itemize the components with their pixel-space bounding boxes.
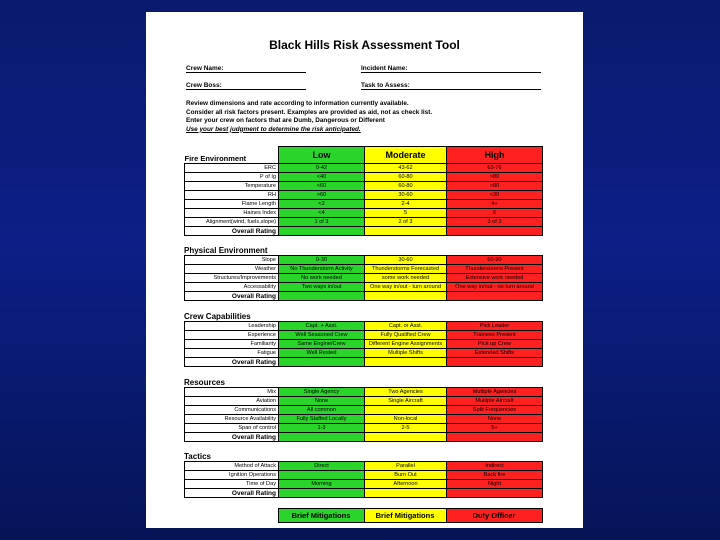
tactics-table [184, 461, 543, 498]
row-label: Weather [185, 265, 279, 274]
moderate-cell: Single Aircraft [365, 397, 447, 406]
overall-rating-low[interactable] [279, 433, 365, 442]
low-cell: Well Seasoned Crew [279, 331, 365, 340]
row-label: Temperature [185, 182, 279, 191]
duty-officer-high: Duty Officer [446, 509, 542, 523]
high-cell: 6 [447, 209, 543, 218]
crew-capabilities-table [184, 321, 543, 367]
low-cell: Capt. + Asst. [279, 322, 365, 331]
table-row [185, 322, 543, 331]
high-cell: >80 [447, 182, 543, 191]
table-row [185, 265, 543, 274]
high-cell: 3 of 3 [447, 218, 543, 227]
physical-environment-section [184, 246, 542, 301]
high-cell: Night [447, 480, 543, 489]
overall-rating-row [185, 227, 543, 236]
instruction-emphasis: Use your best judgment to determine the risk anticipated. [186, 125, 361, 133]
table-row [185, 218, 543, 227]
row-label: Accessability [185, 283, 279, 292]
overall-rating-moderate[interactable] [365, 227, 447, 236]
low-cell: No Thunderstorm Activity [279, 265, 365, 274]
table-row [185, 349, 543, 358]
column-moderate: Moderate [365, 147, 447, 164]
column-low: Low [279, 147, 365, 164]
row-label: Ignition Operations [185, 471, 279, 480]
section-title: Resources [184, 378, 225, 387]
crew-name-label: Crew Name: [186, 65, 224, 72]
moderate-cell: 2 of 3 [365, 218, 447, 227]
brief-mitigations-moderate: Brief Mitigations [364, 509, 446, 523]
table-row [185, 340, 543, 349]
incident-name-label: Incident Name: [361, 65, 408, 72]
section-title: Fire Environment [185, 147, 279, 164]
low-cell: >60 [279, 191, 365, 200]
low-cell: 0-30 [279, 256, 365, 265]
table-row [185, 415, 543, 424]
high-cell: Thunderstorms Present [447, 265, 543, 274]
table-row [185, 274, 543, 283]
table-row [185, 480, 543, 489]
high-cell: Back fire [447, 471, 543, 480]
instruction-line: Enter your crew on factors that are Dumb, Dangerous or Different [186, 117, 385, 124]
page-title: Black Hills Risk Assessment Tool [269, 38, 460, 52]
table-row [185, 173, 543, 182]
low-cell: <60 [279, 182, 365, 191]
section-title: Physical Environment [184, 246, 268, 255]
high-cell: 4+ [447, 200, 543, 209]
resources-section [184, 378, 542, 442]
resources-table [184, 387, 543, 442]
row-label: Aviation [185, 397, 279, 406]
low-cell: Direct [279, 462, 365, 471]
row-label: Flame Length [185, 200, 279, 209]
low-cell: Morning [279, 480, 365, 489]
moderate-cell: 2-5 [365, 424, 447, 433]
row-label: Leadership [185, 322, 279, 331]
overall-rating-row [185, 489, 543, 498]
high-cell: One way in/out - no turn around [447, 283, 543, 292]
overall-rating-high[interactable] [447, 227, 543, 236]
overall-rating-row [185, 433, 543, 442]
low-cell: <2 [279, 200, 365, 209]
fire-environment-section [184, 146, 542, 236]
moderate-cell: 43-62 [365, 164, 447, 173]
table-row [185, 191, 543, 200]
crew-capabilities-section [184, 312, 542, 367]
table-row [185, 182, 543, 191]
table-row [185, 406, 543, 415]
overall-rating-label: Overall Rating [185, 433, 279, 442]
moderate-cell: Parallel [365, 462, 447, 471]
moderate-cell: Thunderstorms Forecasted [365, 265, 447, 274]
table-row [185, 388, 543, 397]
crew-boss-field[interactable] [186, 82, 306, 89]
table-row [185, 164, 543, 173]
tactics-section [184, 452, 542, 498]
table-row [185, 471, 543, 480]
low-cell: Same Engine/Crew [279, 340, 365, 349]
table-row [185, 200, 543, 209]
high-cell: 5+ [447, 424, 543, 433]
column-high: High [447, 147, 543, 164]
high-cell: Pick Leader [447, 322, 543, 331]
overall-rating-high[interactable] [447, 358, 543, 367]
instruction-line: Review dimensions and rate according to information currently available. [186, 100, 409, 107]
high-cell: <30 [447, 191, 543, 200]
row-label: RH [185, 191, 279, 200]
high-cell: Split Frequencies [447, 406, 543, 415]
high-cell: 60-90 [447, 256, 543, 265]
high-cell: Pick up Crew [447, 340, 543, 349]
moderate-cell: 60-80 [365, 182, 447, 191]
moderate-cell: 30-60 [365, 256, 447, 265]
moderate-cell: Capt. or Asst. [365, 322, 447, 331]
crew-boss-label: Crew Boss: [186, 82, 222, 89]
overall-rating-high[interactable] [447, 489, 543, 498]
moderate-cell: 2-4 [365, 200, 447, 209]
footer-spacer [184, 509, 278, 523]
row-label: ERC [185, 164, 279, 173]
section-title: Tactics [184, 452, 211, 461]
overall-rating-low[interactable] [279, 227, 365, 236]
moderate-cell: 5 [365, 209, 447, 218]
high-cell: 63-76 [447, 164, 543, 173]
overall-rating-row [185, 358, 543, 367]
overall-rating-low[interactable] [279, 489, 365, 498]
high-cell: Indirect [447, 462, 543, 471]
row-label: Fatigue [185, 349, 279, 358]
section-title: Crew Capabilities [184, 312, 251, 321]
high-cell: Extended Shifts [447, 349, 543, 358]
high-cell: Multiple Agencies [447, 388, 543, 397]
moderate-cell: 60-80 [365, 173, 447, 182]
row-label: Span of control [185, 424, 279, 433]
high-cell: >80 [447, 173, 543, 182]
moderate-cell: Two Agencies [365, 388, 447, 397]
low-cell: Two ways in/out [279, 283, 365, 292]
overall-rating-low[interactable] [279, 358, 365, 367]
high-cell: None [447, 415, 543, 424]
low-cell: 1-3 [279, 424, 365, 433]
low-cell [279, 471, 365, 480]
overall-rating-moderate[interactable] [365, 489, 447, 498]
low-cell: No work needed [279, 274, 365, 283]
row-label: Time of Day [185, 480, 279, 489]
row-label: Familiarity [185, 340, 279, 349]
brief-mitigations-low: Brief Mitigations [278, 509, 364, 523]
moderate-cell: Multiple Shifts [365, 349, 447, 358]
moderate-cell [365, 406, 447, 415]
moderate-cell: One way in/out - turn around [365, 283, 447, 292]
row-label: Communications [185, 406, 279, 415]
table-row [185, 283, 543, 292]
high-cell: Trainees Present [447, 331, 543, 340]
low-cell: All common [279, 406, 365, 415]
row-label: Structures/Improvements [185, 274, 279, 283]
table-row [185, 209, 543, 218]
low-cell: <40 [279, 173, 365, 182]
table-row [185, 462, 543, 471]
overall-rating-row [185, 292, 543, 301]
overall-rating-moderate[interactable] [365, 292, 447, 301]
row-label: Mix [185, 388, 279, 397]
overall-rating-label: Overall Rating [185, 358, 279, 367]
low-cell: Fully Staffed Locally [279, 415, 365, 424]
instructions [186, 100, 432, 134]
overall-rating-label: Overall Rating [185, 227, 279, 236]
moderate-cell: some work needed [365, 274, 447, 283]
high-cell: Multiple Aircraft [447, 397, 543, 406]
low-cell: Well Rested [279, 349, 365, 358]
row-label: Slope [185, 256, 279, 265]
high-cell: Extensive work needed [447, 274, 543, 283]
overall-rating-low[interactable] [279, 292, 365, 301]
fire-environment-table [184, 146, 543, 236]
low-cell: 0-42 [279, 164, 365, 173]
task-field[interactable] [361, 82, 541, 89]
instruction-line: Consider all risk factors present. Examples are provided as aid, not as check list. [186, 108, 433, 116]
moderate-cell: Different Engine Assignments [365, 340, 447, 349]
moderate-cell: Fully Qualified Crew [365, 331, 447, 340]
low-cell: Single Agency [279, 388, 365, 397]
table-row [185, 424, 543, 433]
row-label: Method of Attack [185, 462, 279, 471]
overall-rating-high[interactable] [447, 292, 543, 301]
table-row [185, 397, 543, 406]
low-cell: <4 [279, 209, 365, 218]
physical-environment-table [184, 255, 543, 301]
incident-name-field[interactable] [361, 65, 541, 72]
overall-rating-moderate[interactable] [365, 358, 447, 367]
table-row [185, 256, 543, 265]
row-label: Alignment(wind, fuels,slope) [185, 218, 279, 227]
low-cell: None [279, 397, 365, 406]
moderate-cell: Non-local [365, 415, 447, 424]
overall-rating-label: Overall Rating [185, 489, 279, 498]
risk-assessment-sheet [146, 12, 583, 528]
moderate-cell: 30-60 [365, 191, 447, 200]
low-cell: 1 of 3 [279, 218, 365, 227]
crew-name-field[interactable] [186, 65, 306, 72]
overall-rating-high[interactable] [447, 433, 543, 442]
overall-rating-moderate[interactable] [365, 433, 447, 442]
moderate-cell: Burn Out [365, 471, 447, 480]
row-label: Haines Index [185, 209, 279, 218]
overall-rating-label: Overall Rating [185, 292, 279, 301]
table-row [185, 331, 543, 340]
moderate-cell: Afternoon [365, 480, 447, 489]
row-label: Experience [185, 331, 279, 340]
task-label: Task to Assess: [361, 82, 410, 89]
row-label: Resource Availability [185, 415, 279, 424]
row-label: P of Ig [185, 173, 279, 182]
footer-actions [184, 508, 542, 523]
